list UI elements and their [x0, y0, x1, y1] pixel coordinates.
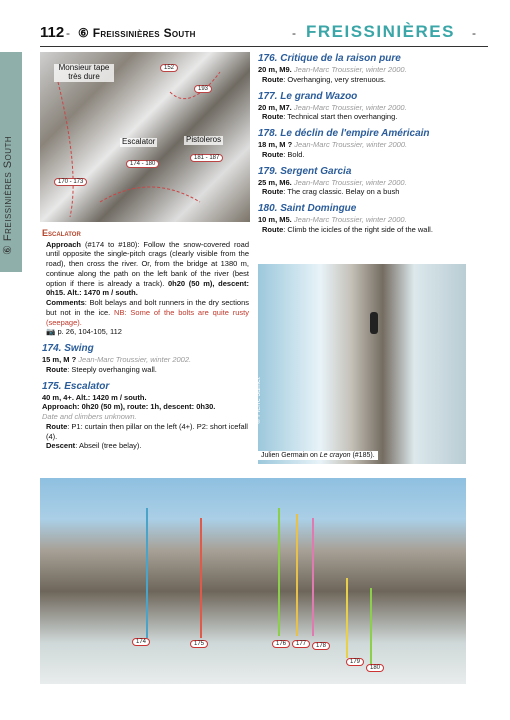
route-tag: 193	[194, 85, 212, 93]
route-tag: 177	[292, 640, 310, 648]
route-line	[370, 588, 372, 664]
header-dash: -	[66, 26, 70, 40]
section-heading: Escalator	[42, 228, 81, 238]
header-dash: -	[472, 26, 476, 40]
approach-times: 0h20 (50 m), descent: 0h15. Alt.: 1470 m / south.	[46, 278, 249, 298]
route-title: 176. Critique de la raison pure	[258, 53, 401, 64]
route-174-stats: 15 m, M ? Jean-Marc Troussier, winter 2002.	[42, 355, 192, 365]
crag-overview-photo	[40, 52, 250, 222]
climber-photo	[255, 264, 466, 464]
route-tag: 176	[272, 640, 290, 648]
route-tag: 175	[190, 640, 208, 648]
comments-paragraph	[42, 298, 249, 327]
route-tag: 174	[132, 638, 150, 646]
side-tab-label: ⑥ Freissinières South	[2, 135, 14, 255]
page-header	[40, 24, 488, 47]
route-176: 176. Critique de la raison pure 20 m, M9. Jean-Marc Troussier, winter 2000. Route: Overhanging, very strenuous.	[258, 52, 468, 85]
right-column	[258, 52, 468, 235]
chapter-title: ⑥ Freissinières South	[78, 26, 196, 40]
route-175-approach: Approach: 0h20 (50 m), route: 1h, descent: 0h30.	[42, 402, 216, 412]
route-tag: 179	[346, 658, 364, 666]
camera-icon: 📷	[46, 327, 58, 337]
region-title: FREISSINIÈRES	[306, 22, 455, 41]
label-pistoleros: Pistoleros	[186, 135, 222, 144]
comments-warning: NB: Some of the bolts are quite rusty (seepage).	[46, 307, 249, 327]
route-line	[146, 508, 148, 638]
route-tag: 180	[366, 664, 384, 672]
route-title: 177. Le grand Wazoo	[258, 90, 358, 102]
comments-label: Comments	[46, 298, 85, 308]
route-175-descent: Descent: Abseil (tree belay).	[46, 441, 142, 451]
approach-paragraph	[42, 240, 249, 299]
route-179: 179. Sergent Garcia 25 m, M6. Jean-Marc Troussier, winter 2000. Route: The crag classic. Belay on a bush	[258, 165, 468, 198]
route-tag: 174 - 180	[126, 160, 159, 168]
photo-caption: Julien Germain on Le crayon (#185).	[258, 451, 378, 460]
route-tag: 181 - 187	[190, 154, 223, 162]
route-180: 180. Saint Domingue 10 m, M5. Jean-Marc Troussier, winter 2000. Route: Climb the icicles of the right side of the wall.	[258, 202, 468, 235]
photo-credit: © Pierre Jamet	[255, 377, 262, 424]
label-monsieur: Monsieur tape très dure	[54, 64, 114, 82]
route-174-title: 174. Swing	[42, 343, 94, 355]
route-line	[200, 518, 202, 638]
route-title: 180. Saint Domingue	[258, 203, 357, 214]
route-175-stats: 40 m, 4+. Alt.: 1420 m / south.	[42, 392, 147, 402]
route-178: 178. Le déclin de l'empire Américain 18 m, M ? Jean-Marc Troussier, winter 2000. Route: Bold.	[258, 127, 468, 160]
climber-figure	[370, 312, 378, 334]
route-174-desc: Route: Steeply overhanging wall.	[46, 364, 157, 374]
route-175-desc: Route: P1: curtain then pillar on the left (4+). P2: short icefall (4).	[46, 421, 248, 441]
header-dash: -	[292, 26, 296, 40]
route-title: 179. Sergent Garcia	[258, 165, 352, 177]
page-refs	[42, 327, 249, 337]
route-175-date: Date and climbers unknown.	[42, 412, 137, 422]
label-escalator: Escalator	[122, 137, 156, 146]
route-tag: 178	[312, 642, 330, 650]
route-tag: 152	[160, 64, 178, 72]
route-line	[312, 518, 314, 636]
approach-text: (#174 to #180): Follow the snow-covered road until opposite the single-pitch crags (clearly visible from the road), then cross the river. Or, from the bridge at 1380 m, continue along the path on the left bank of the river (best option if there is already a track).	[46, 239, 249, 288]
route-line	[346, 578, 348, 658]
page-number: 112	[40, 24, 65, 41]
left-column	[42, 228, 249, 451]
route-175-title: 175. Escalator	[42, 380, 110, 392]
route-tag: 170 - 173	[54, 178, 87, 186]
route-title: 178. Le déclin de l'empire Américain	[258, 128, 430, 139]
comments-text: : Bolt belays and bolt runners in the dry sections but not in the ice.	[46, 298, 249, 317]
route-line	[278, 508, 280, 636]
crag-routes-photo	[40, 478, 466, 684]
route-line	[296, 514, 298, 636]
approach-label: Approach	[46, 239, 82, 249]
page-refs-text: p. 26, 104-105, 112	[57, 327, 122, 337]
route-177: 177. Le grand Wazoo 20 m, M7. Jean-Marc Troussier, winter 2000. Route: Technical start then overhanging.	[258, 90, 468, 123]
